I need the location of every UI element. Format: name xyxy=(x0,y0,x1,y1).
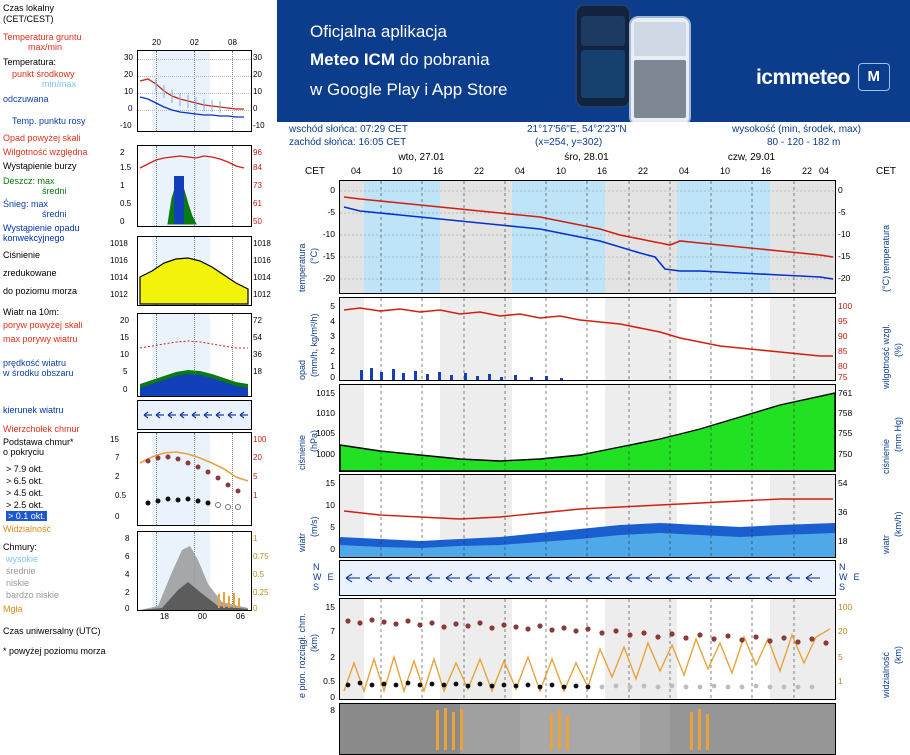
legend-visibility: Widzialność xyxy=(3,524,52,534)
legend-okta-2: > 6.5 okt. xyxy=(6,476,44,486)
legend-temp: Temperatura: xyxy=(3,57,57,67)
chart-humidity-precip xyxy=(339,297,836,381)
mini-hum-tick-r4: 50 xyxy=(253,217,262,226)
mini-cloud-tick-l2: 2 xyxy=(115,472,120,481)
ylabel-wind-right: wiatr xyxy=(881,534,891,554)
precip-tick-l0: 5 xyxy=(330,301,335,311)
legend-okta-5: > 0.1 okt. xyxy=(8,511,46,521)
mini-vis-tick-l2: 4 xyxy=(125,570,130,579)
hour-ticks xyxy=(339,166,834,178)
mini-hour-02: 02 xyxy=(190,38,199,47)
wind-tick-l1: 10 xyxy=(325,500,335,510)
hour-1: 10 xyxy=(392,166,403,176)
ylabel-precip-left: opad xyxy=(297,359,307,380)
legend-clouds-low: niskie xyxy=(6,578,30,588)
hour-10: 16 xyxy=(761,166,772,176)
ylabel-pressure-left: ciśnienie xyxy=(297,434,307,470)
mini-vis-tick-r2: 0.5 xyxy=(253,570,265,579)
mini-wind-tick-l3: 5 xyxy=(123,367,128,376)
legend-pressure-1: Ciśnienie xyxy=(3,250,41,260)
chart-wind xyxy=(339,474,836,558)
legend-rain-max: Deszcz: max xyxy=(3,176,55,186)
mini-pres-tick-r0: 1018 xyxy=(253,239,271,248)
legend-precip-over-scale: Opad powyżej skali xyxy=(3,133,81,143)
pres-tick-l2: 1005 xyxy=(316,428,335,438)
hum-tick-r0: 100 xyxy=(838,301,853,311)
mini-pres-tick-l3: 1012 xyxy=(110,290,128,299)
axis-cet-right: CET xyxy=(876,166,896,177)
ylabel-wind-right-unit: (km/h) xyxy=(893,511,903,537)
mini-vis-tick-l3: 2 xyxy=(125,588,130,597)
pres-tick-r1: 758 xyxy=(838,408,853,418)
ylabel-clouds-left: e pion. rozciągł. chm. xyxy=(297,612,307,698)
hour-3: 22 xyxy=(474,166,485,176)
legend-pressure-3: do poziomu morza xyxy=(3,286,78,296)
mini-hum-tick-r2: 73 xyxy=(253,181,262,190)
banner-line-3: w Google Play i App Store xyxy=(310,80,508,99)
legend-time-local-2: (CET/CEST) xyxy=(3,14,54,24)
legend-convective-2: konwekcyjnego xyxy=(3,233,65,243)
mini-pres-tick-l0: 1018 xyxy=(110,239,128,248)
ylabel-clouds-unit: (km) xyxy=(309,634,319,652)
ylabel-humidity-unit: (%) xyxy=(893,343,903,357)
legend-snow-mean: średni xyxy=(42,209,67,219)
chart-cloud-layers xyxy=(339,703,836,755)
mini-hum-tick-l2: 1 xyxy=(120,181,125,190)
legend-temp-minmax: min/max xyxy=(42,79,77,89)
ylabel-wind-unit: (m/s) xyxy=(309,516,319,537)
compass-right: N W E S xyxy=(839,562,860,592)
mini-cloud-tick-r1: 20 xyxy=(253,453,262,462)
mini-hour-06: 06 xyxy=(236,612,245,621)
mini-hour-00: 00 xyxy=(198,612,207,621)
temp-tick-l2: -10 xyxy=(322,229,335,239)
banner-line-2 xyxy=(310,50,490,70)
phone-mockup-back xyxy=(575,4,631,108)
pres-tick-r3: 750 xyxy=(838,449,853,459)
legend-convective-1: Wystąpienie opadu xyxy=(3,223,80,233)
legend-okta-1: > 7.9 okt. xyxy=(6,464,44,474)
banner-line-2-rest: do pobrania xyxy=(395,50,490,69)
hum-tick-r3: 85 xyxy=(838,346,848,356)
mini-pres-tick-r3: 1012 xyxy=(253,290,271,299)
legend-clouds: Chmury: xyxy=(3,542,38,552)
ylabel-temperature-unit: (°C) xyxy=(309,247,319,264)
mini-temp-tick-l1: 20 xyxy=(124,70,133,79)
legend-temp-ground-sub: max/min xyxy=(28,42,63,52)
legend-time-local-1: Czas lokalny xyxy=(3,3,55,13)
axis-cet-left: CET xyxy=(305,166,325,177)
temp-tick-r2: -10 xyxy=(838,229,851,239)
legend-footnote: * powyżej poziomu morza xyxy=(3,646,106,656)
mini-vis-tick-l0: 8 xyxy=(125,534,130,543)
legend-clouds-mid: średnie xyxy=(6,566,36,576)
mini-hum-tick-l4: 0 xyxy=(120,217,125,226)
mini-chart-wind-direction xyxy=(137,400,252,430)
mini-temp-tick-l3: 0 xyxy=(128,104,133,113)
mini-chart-cloud-layers xyxy=(137,531,252,611)
ylabel-pressure-right: ciśnienie xyxy=(881,438,891,474)
mini-hum-tick-l3: 0.5 xyxy=(120,199,132,208)
precip-tick-l1: 4 xyxy=(330,316,335,326)
hour-11: 22 xyxy=(802,166,813,176)
legend-dewpoint: Temp. punktu rosy xyxy=(12,116,86,126)
altitude-label: wysokość (min, środek, max) xyxy=(732,124,861,135)
legend-temp-feels: odczuwana xyxy=(3,94,49,104)
mini-hum-tick-l0: 2 xyxy=(120,148,125,157)
mini-pres-tick-r2: 1014 xyxy=(253,273,271,282)
mini-wind-tick-r2: 36 xyxy=(253,350,262,359)
legend-time-utc: Czas uniwersalny (UTC) xyxy=(3,626,101,636)
legend-cloud-base-2: o pokryciu xyxy=(3,447,45,457)
chart-pressure xyxy=(339,384,836,472)
wind-tick-l0: 15 xyxy=(325,478,335,488)
pres-tick-l1: 1010 xyxy=(316,408,335,418)
altitude-value: 80 - 120 - 182 m xyxy=(767,137,841,148)
legend-temp-mid: punkt środkowy xyxy=(12,69,75,79)
legend-snow-max: Śnieg: max xyxy=(3,199,49,209)
mini-hour-18: 18 xyxy=(160,612,169,621)
temp-tick-r4: -20 xyxy=(838,273,851,283)
hour-6: 16 xyxy=(597,166,608,176)
coordinates-text: 21°17'56"E, 54°2'23"N xyxy=(527,124,627,135)
hum-tick-r1: 95 xyxy=(838,316,848,326)
wind-tick-r1: 36 xyxy=(838,507,848,517)
mini-temp-tick-r0: 30 xyxy=(253,53,262,62)
mini-wind-tick-r3: 18 xyxy=(253,367,262,376)
mini-temp-tick-l4: -10 xyxy=(120,121,132,130)
mini-temp-tick-l2: 10 xyxy=(124,87,133,96)
mini-vis-tick-r3: 0.25 xyxy=(253,588,269,597)
hour-12: 04 xyxy=(819,166,830,176)
mini-chart-wind xyxy=(137,313,252,397)
main-chart-area xyxy=(277,152,910,715)
mini-vis-tick-r4: 0 xyxy=(253,604,258,613)
legend-wind-speed-2: w środku obszaru xyxy=(3,368,74,378)
mini-wind-tick-r0: 72 xyxy=(253,316,262,325)
hour-4: 04 xyxy=(515,166,526,176)
brand-logo: icmmeteo xyxy=(755,66,850,89)
legend-fog: Mgła xyxy=(3,604,23,614)
mini-cloud-tick-r3: 1 xyxy=(253,491,258,500)
pres-tick-r0: 761 xyxy=(838,388,853,398)
cloud-tick-l3: 0.5 xyxy=(323,676,335,686)
day-header-2: czw, 29.01 xyxy=(727,152,776,163)
pres-tick-l0: 1015 xyxy=(316,388,335,398)
temp-tick-r0: 0 xyxy=(838,185,843,195)
legend-cloud-base-1: Podstawa chmur* xyxy=(3,437,74,447)
hum-tick-r2: 90 xyxy=(838,331,848,341)
ylabel-visibility-unit: (km) xyxy=(893,646,903,664)
temp-tick-r1: -5 xyxy=(838,207,846,217)
mini-pres-tick-r1: 1016 xyxy=(253,256,271,265)
wind-tick-l2: 5 xyxy=(330,522,335,532)
mini-vis-tick-r1: 0.75 xyxy=(253,552,269,561)
legend-okta-4: > 2.5 okt. xyxy=(6,500,44,510)
brand-badge-label: M xyxy=(867,68,880,85)
mini-wind-tick-l0: 20 xyxy=(120,316,129,325)
precip-tick-l3: 2 xyxy=(330,346,335,356)
mini-temp-tick-r2: 10 xyxy=(253,87,262,96)
mini-hour-20: 20 xyxy=(152,38,161,47)
pres-tick-l3: 1000 xyxy=(316,449,335,459)
banner-line-1: Oficjalna aplikacja xyxy=(310,22,448,41)
legend-wind-over: poryw powyżej skali xyxy=(3,320,83,330)
mini-temp-tick-r3: 0 xyxy=(253,104,258,113)
legend-pressure-2: zredukowane xyxy=(3,268,57,278)
mini-temp-tick-l0: 30 xyxy=(124,53,133,62)
temp-tick-l1: -5 xyxy=(327,207,335,217)
cloud-tick-l2: 2 xyxy=(330,652,335,662)
cloud-tick-l1: 7 xyxy=(330,626,335,636)
temp-tick-l3: -15 xyxy=(322,251,335,261)
mini-cloud-tick-l0: 15 xyxy=(110,435,119,444)
hour-8: 04 xyxy=(679,166,690,176)
legend-temp-ground: Temperatura gruntu xyxy=(3,32,82,42)
mini-hour-08: 08 xyxy=(228,38,237,47)
legend-cloud-top: Wierzchołek chmur xyxy=(3,424,80,434)
mini-vis-tick-l4: 0 xyxy=(125,604,130,613)
ylabel-pressure-unit: (hPa) xyxy=(309,429,319,452)
mini-chart-temperature xyxy=(137,50,252,132)
mini-chart-pressure xyxy=(137,236,252,306)
ylabel-precip-unit: (mm/h, kg/m²/h) xyxy=(309,313,319,377)
mini-wind-tick-l1: 15 xyxy=(120,333,129,342)
mini-cloud-tick-l1: 7 xyxy=(115,453,120,462)
mini-vis-tick-r0: 1 xyxy=(253,534,258,543)
legend-panel xyxy=(0,0,135,660)
chart-temperature xyxy=(339,180,836,294)
legend-storm: Wystąpienie burzy xyxy=(3,161,77,171)
sunset-text: zachód słońca: 16:05 CET xyxy=(289,137,407,148)
precip-tick-l5: 0 xyxy=(330,372,335,382)
temp-tick-l4: -20 xyxy=(322,273,335,283)
app-promo-banner[interactable] xyxy=(277,0,910,122)
chart-wind-direction xyxy=(339,560,836,596)
ylabel-visibility-right: widzialność xyxy=(881,651,891,698)
hour-5: 10 xyxy=(556,166,567,176)
mini-temp-tick-r4: -10 xyxy=(253,121,265,130)
mini-vis-tick-l1: 6 xyxy=(125,552,130,561)
mini-hum-tick-r0: 96 xyxy=(253,148,262,157)
location-info xyxy=(277,124,910,150)
mini-wind-tick-l4: 0 xyxy=(123,385,128,394)
mini-hum-tick-l1: 1.5 xyxy=(120,163,132,172)
wind-tick-l3: 0 xyxy=(330,544,335,554)
ylabel-pressure-right-unit: (mm Hg) xyxy=(893,417,903,452)
cloud-tick-l4: 0 xyxy=(330,692,335,702)
chart-clouds-visibility xyxy=(339,598,836,700)
vis-tick-r1: 20 xyxy=(838,626,848,636)
wind-tick-r2: 18 xyxy=(838,536,848,546)
pres-tick-r2: 755 xyxy=(838,428,853,438)
legend-wind-speed-1: prędkość wiatru xyxy=(3,358,67,368)
legend-humidity: Wilgotność względna xyxy=(3,147,88,157)
vis-tick-r0: 100 xyxy=(838,602,853,612)
mini-chart-clouds xyxy=(137,432,252,526)
hum-tick-r5: 75 xyxy=(838,372,848,382)
hour-7: 22 xyxy=(638,166,649,176)
legend-okta-3: > 4.5 okt. xyxy=(6,488,44,498)
mini-hum-tick-r3: 61 xyxy=(253,199,262,208)
mini-wind-tick-r1: 54 xyxy=(253,333,262,342)
mini-pres-tick-l1: 1016 xyxy=(110,256,128,265)
mini-wind-tick-l2: 10 xyxy=(120,350,129,359)
mini-cloud-tick-l4: 0 xyxy=(115,512,120,521)
cloud-tick-l0: 15 xyxy=(325,602,335,612)
mini-cloud-tick-r0: 100 xyxy=(253,435,267,444)
banner-app-name: Meteo ICM xyxy=(310,50,395,69)
compass-left: N W E S xyxy=(313,562,334,592)
gridpoint-text: (x=254, y=302) xyxy=(535,137,603,148)
vis-tick-r2: 5 xyxy=(838,652,843,662)
hum-tick-r4: 80 xyxy=(838,361,848,371)
mini-pres-tick-l2: 1014 xyxy=(110,273,128,282)
legend-wind10: Wiatr na 10m: xyxy=(3,307,60,317)
mini-temp-tick-r1: 20 xyxy=(253,70,262,79)
legend-wind-dir: kierunek wiatru xyxy=(3,405,64,415)
sunrise-text: wschód słońca: 07:29 CET xyxy=(289,124,408,135)
legend-clouds-vlow: bardzo niskie xyxy=(6,590,60,600)
hour-9: 10 xyxy=(720,166,731,176)
hour-0: 04 xyxy=(351,166,362,176)
temp-tick-r3: -15 xyxy=(838,251,851,261)
day-header-1: śro, 28.01 xyxy=(564,152,609,163)
ylabel-temperature-right: (°C) temperatura xyxy=(881,224,891,292)
mini-cloud-tick-r2: 5 xyxy=(253,472,258,481)
wind-tick-r0: 54 xyxy=(838,478,848,488)
precip-tick-l2: 3 xyxy=(330,331,335,341)
ylabel-wind-left: wiatr xyxy=(297,532,307,552)
mini-cloud-tick-l3: 0.5 xyxy=(115,491,127,500)
mini-chart-humidity xyxy=(137,145,252,227)
hour-2: 16 xyxy=(433,166,444,176)
legend-clouds-high: wysokie xyxy=(6,554,39,564)
legend-rain-mean: średni xyxy=(42,186,67,196)
vis-tick-r3: 1 xyxy=(838,676,843,686)
legend-wind-gust: max porywy wiatru xyxy=(3,334,78,344)
phone-mockup-front xyxy=(629,16,691,122)
day-header-0: wto, 27.01 xyxy=(398,152,445,163)
mini-hum-tick-r1: 84 xyxy=(253,163,262,172)
ylabel-temperature-left: temperatura xyxy=(297,243,307,292)
cloudlayer-tick-l0: 8 xyxy=(330,705,335,715)
ylabel-humidity-right: wilgotność wzgl. xyxy=(881,323,891,389)
precip-tick-l4: 1 xyxy=(330,361,335,371)
temp-tick-l0: 0 xyxy=(330,185,335,195)
